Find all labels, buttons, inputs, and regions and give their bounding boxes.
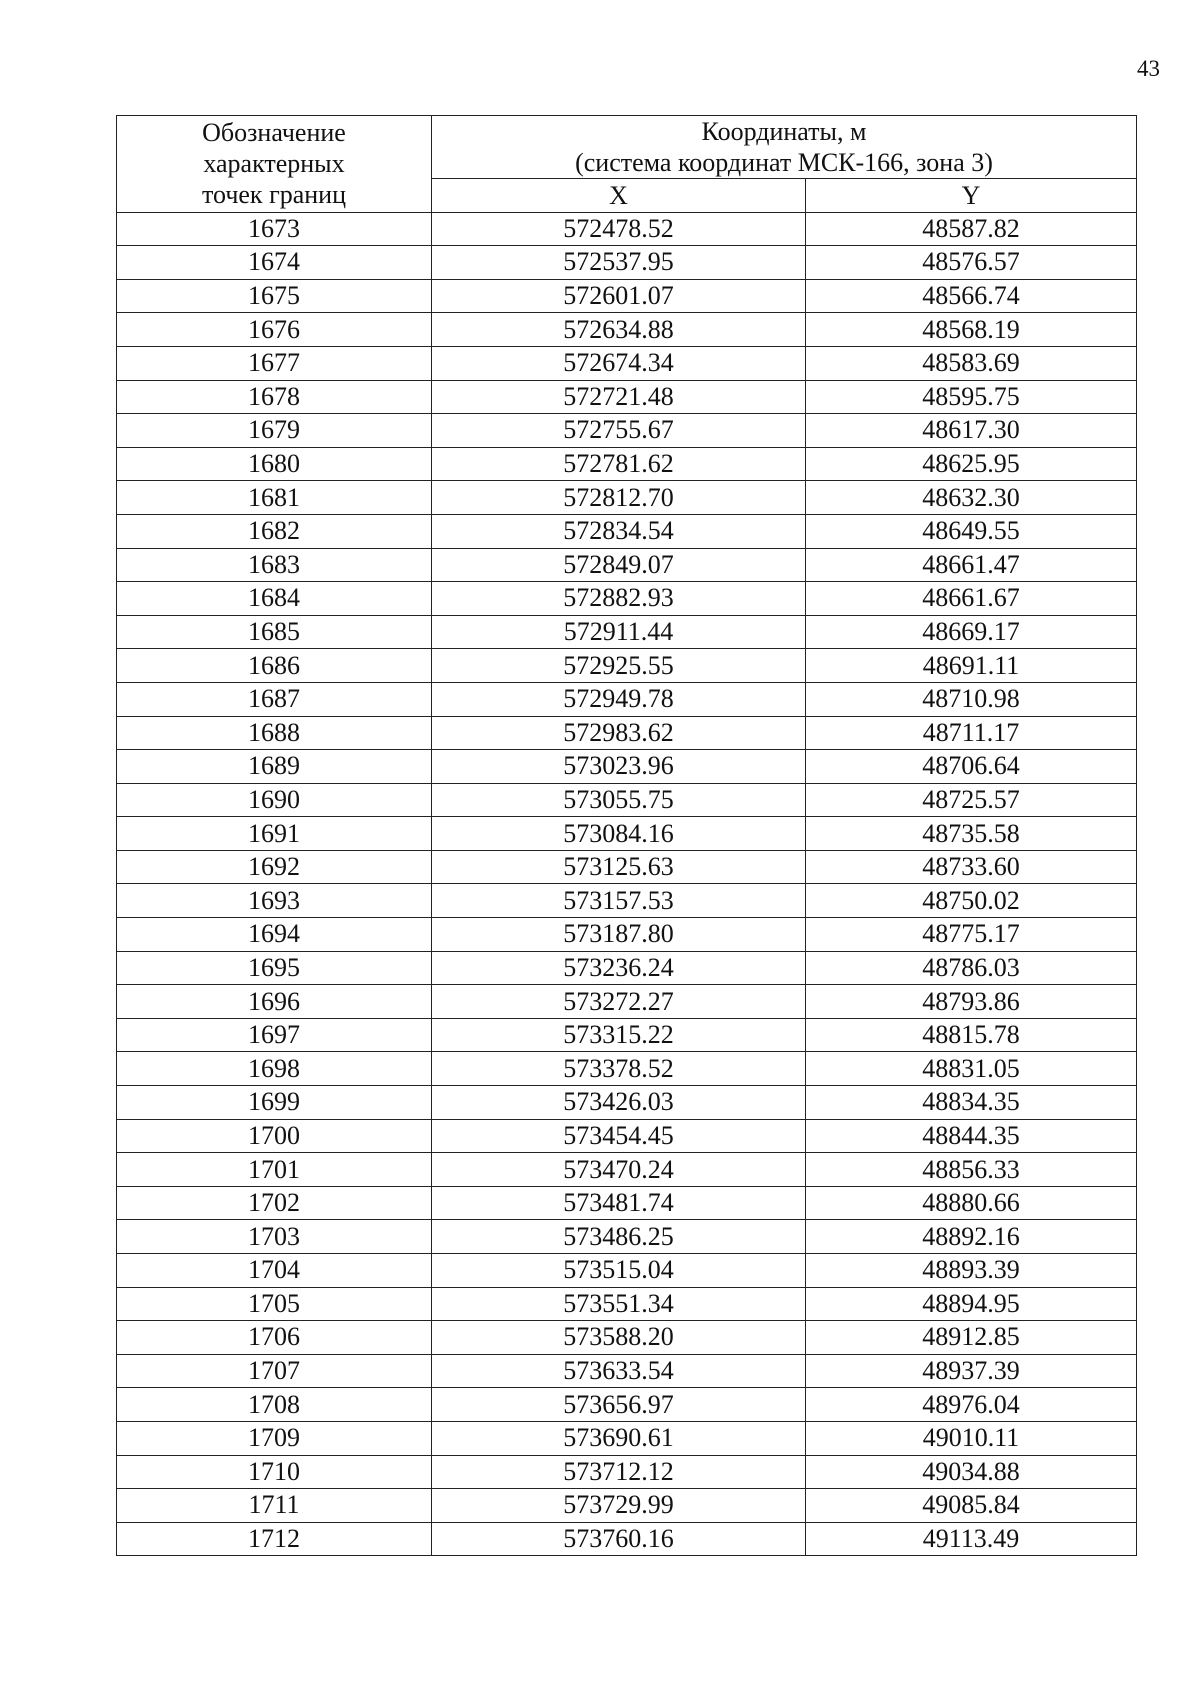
point-id-cell: 1700 bbox=[117, 1119, 432, 1153]
table-row bbox=[117, 582, 1137, 616]
table-row bbox=[117, 1052, 1137, 1086]
x-coordinate-cell: 573426.03 bbox=[432, 1086, 806, 1120]
x-coordinate-cell: 572721.48 bbox=[432, 380, 806, 414]
point-id-cell: 1690 bbox=[117, 783, 432, 817]
x-coordinate-cell: 572983.62 bbox=[432, 716, 806, 750]
y-coordinate-cell: 48617.30 bbox=[806, 414, 1137, 448]
point-id-cell: 1674 bbox=[117, 246, 432, 280]
table-row bbox=[117, 212, 1137, 246]
x-coordinate-cell: 573157.53 bbox=[432, 884, 806, 918]
table-row bbox=[117, 246, 1137, 280]
x-coordinate-cell: 573187.80 bbox=[432, 918, 806, 952]
x-coordinate-cell: 573084.16 bbox=[432, 817, 806, 851]
table-row bbox=[117, 1220, 1137, 1254]
table-row bbox=[117, 615, 1137, 649]
point-id-cell: 1683 bbox=[117, 548, 432, 582]
table-row bbox=[117, 514, 1137, 548]
page-number: 43 bbox=[1137, 56, 1160, 81]
table-row bbox=[117, 1489, 1137, 1523]
table-row bbox=[117, 481, 1137, 515]
x-coordinate-cell: 573712.12 bbox=[432, 1455, 806, 1489]
table-row bbox=[117, 1018, 1137, 1052]
x-column-header: X bbox=[432, 179, 806, 213]
table-header bbox=[117, 116, 1137, 213]
point-id-cell: 1697 bbox=[117, 1018, 432, 1052]
table-row bbox=[117, 279, 1137, 313]
x-coordinate-cell: 573515.04 bbox=[432, 1254, 806, 1288]
table-row bbox=[117, 1186, 1137, 1220]
point-id-cell: 1701 bbox=[117, 1153, 432, 1187]
table-row bbox=[117, 1287, 1137, 1321]
y-coordinate-cell: 48706.64 bbox=[806, 750, 1137, 784]
y-coordinate-cell: 48568.19 bbox=[806, 313, 1137, 347]
y-coordinate-cell: 49085.84 bbox=[806, 1489, 1137, 1523]
y-coordinate-cell: 48661.47 bbox=[806, 548, 1137, 582]
y-coordinate-cell: 48595.75 bbox=[806, 380, 1137, 414]
table-row bbox=[117, 1254, 1137, 1288]
table-row bbox=[117, 716, 1137, 750]
table-row bbox=[117, 346, 1137, 380]
point-id-cell: 1692 bbox=[117, 850, 432, 884]
y-coordinate-cell: 48976.04 bbox=[806, 1388, 1137, 1422]
table-body bbox=[117, 212, 1137, 1556]
y-coordinate-cell: 48566.74 bbox=[806, 279, 1137, 313]
x-coordinate-cell: 572781.62 bbox=[432, 447, 806, 481]
point-id-cell: 1679 bbox=[117, 414, 432, 448]
x-coordinate-cell: 572537.95 bbox=[432, 246, 806, 280]
coordinates-table bbox=[116, 115, 1137, 1556]
point-id-cell: 1706 bbox=[117, 1321, 432, 1355]
table-row bbox=[117, 1522, 1137, 1556]
point-id-cell: 1707 bbox=[117, 1354, 432, 1388]
point-id-cell: 1678 bbox=[117, 380, 432, 414]
y-coordinate-cell: 48691.11 bbox=[806, 649, 1137, 683]
point-id-cell: 1705 bbox=[117, 1287, 432, 1321]
y-coordinate-cell: 49034.88 bbox=[806, 1455, 1137, 1489]
y-coordinate-cell: 48937.39 bbox=[806, 1354, 1137, 1388]
y-column-header: Y bbox=[806, 179, 1137, 213]
point-id-cell: 1708 bbox=[117, 1388, 432, 1422]
table-row bbox=[117, 1153, 1137, 1187]
point-header-line-2: характерных bbox=[203, 149, 345, 179]
y-coordinate-cell: 48775.17 bbox=[806, 918, 1137, 952]
point-id-cell: 1680 bbox=[117, 447, 432, 481]
point-id-cell: 1703 bbox=[117, 1220, 432, 1254]
point-id-cell: 1677 bbox=[117, 346, 432, 380]
y-coordinate-cell: 48892.16 bbox=[806, 1220, 1137, 1254]
point-id-cell: 1686 bbox=[117, 649, 432, 683]
x-coordinate-cell: 573588.20 bbox=[432, 1321, 806, 1355]
x-coordinate-cell: 572812.70 bbox=[432, 481, 806, 515]
y-coordinate-cell: 48893.39 bbox=[806, 1254, 1137, 1288]
point-id-cell: 1699 bbox=[117, 1086, 432, 1120]
point-header-line-3: точек границ bbox=[201, 180, 347, 210]
point-id-cell: 1712 bbox=[117, 1522, 432, 1556]
y-coordinate-cell: 48576.57 bbox=[806, 246, 1137, 280]
point-designation-header bbox=[117, 116, 432, 213]
y-coordinate-cell: 48786.03 bbox=[806, 951, 1137, 985]
table-row bbox=[117, 884, 1137, 918]
y-coordinate-cell: 48625.95 bbox=[806, 447, 1137, 481]
table-row bbox=[117, 548, 1137, 582]
x-coordinate-cell: 573378.52 bbox=[432, 1052, 806, 1086]
table-row bbox=[117, 1421, 1137, 1455]
table-row bbox=[117, 313, 1137, 347]
x-coordinate-cell: 573760.16 bbox=[432, 1522, 806, 1556]
x-coordinate-cell: 573470.24 bbox=[432, 1153, 806, 1187]
y-coordinate-cell: 48844.35 bbox=[806, 1119, 1137, 1153]
point-id-cell: 1698 bbox=[117, 1052, 432, 1086]
point-id-cell: 1685 bbox=[117, 615, 432, 649]
y-coordinate-cell: 48912.85 bbox=[806, 1321, 1137, 1355]
table-row bbox=[117, 817, 1137, 851]
y-coordinate-cell: 48750.02 bbox=[806, 884, 1137, 918]
y-coordinate-cell: 48725.57 bbox=[806, 783, 1137, 817]
point-id-cell: 1693 bbox=[117, 884, 432, 918]
x-coordinate-cell: 572601.07 bbox=[432, 279, 806, 313]
table-row bbox=[117, 850, 1137, 884]
point-id-cell: 1681 bbox=[117, 481, 432, 515]
x-coordinate-cell: 573729.99 bbox=[432, 1489, 806, 1523]
x-coordinate-cell: 573656.97 bbox=[432, 1388, 806, 1422]
table-row bbox=[117, 951, 1137, 985]
x-coordinate-cell: 573055.75 bbox=[432, 783, 806, 817]
x-coordinate-cell: 573023.96 bbox=[432, 750, 806, 784]
point-id-cell: 1687 bbox=[117, 682, 432, 716]
x-coordinate-cell: 572755.67 bbox=[432, 414, 806, 448]
point-id-cell: 1676 bbox=[117, 313, 432, 347]
y-coordinate-cell: 48735.58 bbox=[806, 817, 1137, 851]
point-id-cell: 1689 bbox=[117, 750, 432, 784]
x-coordinate-cell: 573454.45 bbox=[432, 1119, 806, 1153]
y-coordinate-cell: 48856.33 bbox=[806, 1153, 1137, 1187]
y-coordinate-cell: 48834.35 bbox=[806, 1086, 1137, 1120]
table-row bbox=[117, 1455, 1137, 1489]
y-coordinate-cell: 48831.05 bbox=[806, 1052, 1137, 1086]
table-row bbox=[117, 1119, 1137, 1153]
x-coordinate-cell: 572911.44 bbox=[432, 615, 806, 649]
coordinates-header bbox=[432, 116, 1137, 179]
point-id-cell: 1710 bbox=[117, 1455, 432, 1489]
point-id-cell: 1694 bbox=[117, 918, 432, 952]
x-coordinate-cell: 573551.34 bbox=[432, 1287, 806, 1321]
x-coordinate-cell: 573236.24 bbox=[432, 951, 806, 985]
point-id-cell: 1709 bbox=[117, 1421, 432, 1455]
x-coordinate-cell: 573315.22 bbox=[432, 1018, 806, 1052]
x-coordinate-cell: 572882.93 bbox=[432, 582, 806, 616]
y-coordinate-cell: 48649.55 bbox=[806, 514, 1137, 548]
table-row bbox=[117, 918, 1137, 952]
point-id-cell: 1684 bbox=[117, 582, 432, 616]
table-row bbox=[117, 414, 1137, 448]
table-row bbox=[117, 1321, 1137, 1355]
y-coordinate-cell: 49113.49 bbox=[806, 1522, 1137, 1556]
point-id-cell: 1702 bbox=[117, 1186, 432, 1220]
point-id-cell: 1673 bbox=[117, 212, 432, 246]
x-coordinate-cell: 573481.74 bbox=[432, 1186, 806, 1220]
point-id-cell: 1682 bbox=[117, 514, 432, 548]
point-id-cell: 1688 bbox=[117, 716, 432, 750]
x-coordinate-cell: 572634.88 bbox=[432, 313, 806, 347]
table-row bbox=[117, 447, 1137, 481]
table-row bbox=[117, 1354, 1137, 1388]
table-row bbox=[117, 682, 1137, 716]
y-coordinate-cell: 49010.11 bbox=[806, 1421, 1137, 1455]
coordinates-header-line-2: (система координат МСК-166, зона 3) bbox=[575, 148, 993, 177]
table-row bbox=[117, 649, 1137, 683]
x-coordinate-cell: 573125.63 bbox=[432, 850, 806, 884]
point-id-cell: 1695 bbox=[117, 951, 432, 985]
table-row bbox=[117, 750, 1137, 784]
x-coordinate-cell: 572925.55 bbox=[432, 649, 806, 683]
y-coordinate-cell: 48710.98 bbox=[806, 682, 1137, 716]
x-coordinate-cell: 573272.27 bbox=[432, 985, 806, 1019]
x-coordinate-cell: 572478.52 bbox=[432, 212, 806, 246]
point-id-cell: 1696 bbox=[117, 985, 432, 1019]
point-id-cell: 1691 bbox=[117, 817, 432, 851]
x-coordinate-cell: 572849.07 bbox=[432, 548, 806, 582]
y-coordinate-cell: 48815.78 bbox=[806, 1018, 1137, 1052]
x-coordinate-cell: 573486.25 bbox=[432, 1220, 806, 1254]
table-row bbox=[117, 985, 1137, 1019]
y-coordinate-cell: 48733.60 bbox=[806, 850, 1137, 884]
y-coordinate-cell: 48711.17 bbox=[806, 716, 1137, 750]
y-coordinate-cell: 48880.66 bbox=[806, 1186, 1137, 1220]
table-row bbox=[117, 1388, 1137, 1422]
y-coordinate-cell: 48661.67 bbox=[806, 582, 1137, 616]
x-coordinate-cell: 572674.34 bbox=[432, 346, 806, 380]
table-row bbox=[117, 380, 1137, 414]
point-header-line-1: Обозначение bbox=[202, 118, 346, 148]
point-id-cell: 1704 bbox=[117, 1254, 432, 1288]
point-id-cell: 1675 bbox=[117, 279, 432, 313]
table-row bbox=[117, 783, 1137, 817]
x-coordinate-cell: 573633.54 bbox=[432, 1354, 806, 1388]
y-coordinate-cell: 48793.86 bbox=[806, 985, 1137, 1019]
y-coordinate-cell: 48894.95 bbox=[806, 1287, 1137, 1321]
y-coordinate-cell: 48632.30 bbox=[806, 481, 1137, 515]
point-id-cell: 1711 bbox=[117, 1489, 432, 1523]
table-row bbox=[117, 1086, 1137, 1120]
coordinates-header-line-1: Координаты, м bbox=[701, 117, 867, 146]
y-coordinate-cell: 48587.82 bbox=[806, 212, 1137, 246]
x-coordinate-cell: 572834.54 bbox=[432, 514, 806, 548]
x-coordinate-cell: 572949.78 bbox=[432, 682, 806, 716]
y-coordinate-cell: 48583.69 bbox=[806, 346, 1137, 380]
x-coordinate-cell: 573690.61 bbox=[432, 1421, 806, 1455]
y-coordinate-cell: 48669.17 bbox=[806, 615, 1137, 649]
